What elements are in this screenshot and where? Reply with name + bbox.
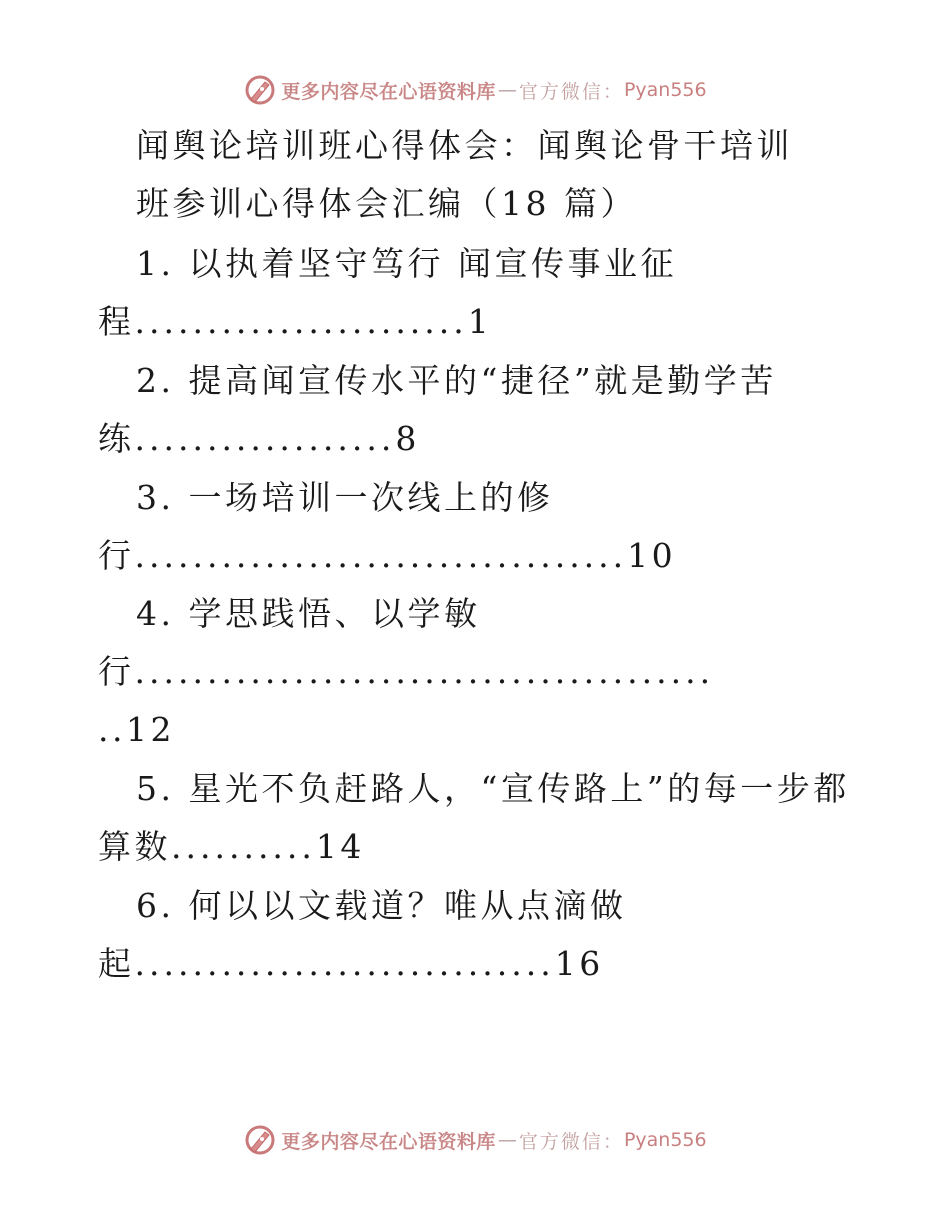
watermark-separator: —: [497, 79, 517, 101]
watermark-main-text: 更多内容尽在心语资料库: [281, 80, 496, 103]
toc-entry-3-page: 10: [627, 536, 677, 575]
toc-entry-2-title: 2. 提高闻宣传水平的“捷径”就是勤学苦: [136, 361, 777, 400]
watermark-main-text: 更多内容尽在心语资料库: [281, 1130, 496, 1153]
toc-entry-1-title: 1. 以执着坚守笃行 闻宣传事业征: [136, 244, 677, 283]
watermark-wechat-label: 官方微信：: [518, 80, 624, 103]
toc-entry-6-title: 6. 何以以文载道？唯从点滴做: [136, 886, 627, 925]
toc-entry-6-leader: [98, 944, 604, 984]
footer-watermark: [0, 1122, 950, 1158]
toc-entry-6-page: 16: [554, 944, 604, 983]
pen-logo-icon: [243, 1123, 277, 1157]
toc-entry-4-title: 4. 学思践悟、以学敏: [136, 594, 481, 633]
toc-entry-2-page: 8: [395, 419, 420, 458]
document-title-line-2: 班参训心得体会汇编（18 篇）: [136, 184, 637, 223]
pen-logo-icon: [243, 73, 277, 107]
toc-entry-3-dots: ..................................: [134, 536, 628, 575]
toc-entry-4-dots: ........................................: [134, 652, 715, 691]
toc-entry-4-leader: [98, 652, 714, 692]
toc-entry-5-leader: [98, 827, 365, 867]
toc-entry-1-title-end: 程: [98, 302, 135, 341]
toc-entry-3-leader: [98, 536, 676, 576]
watermark-wechat-label: 官方微信：: [518, 1130, 624, 1153]
toc-entry-5-title-end: 算数: [98, 827, 171, 866]
toc-entry-1-leader: [98, 302, 492, 342]
toc-entry-5-title: 5. 星光不负赶路人，“宣传路上”的每一步都: [136, 769, 850, 808]
watermark-wechat-id: Pyan556: [623, 1129, 707, 1151]
header-watermark: [0, 72, 950, 108]
toc-entry-5-dots: ..........: [171, 827, 316, 866]
watermark-wechat-id: Pyan556: [623, 79, 707, 101]
document-title-line-1: 闻舆论培训班心得体会：闻舆论骨干培训: [136, 126, 793, 165]
toc-entry-4-title-end: 行: [98, 652, 135, 691]
toc-entry-1-dots: .......................: [134, 302, 468, 341]
toc-entry-6-dots: .............................: [134, 944, 555, 983]
toc-entry-2-leader: [98, 419, 420, 459]
watermark-separator: —: [497, 1129, 517, 1151]
toc-entry-3-title-end: 行: [98, 536, 135, 575]
toc-entry-2-dots: ..................: [134, 419, 396, 458]
toc-entry-4-page-line: ..12: [98, 710, 175, 749]
toc-entry-1-page: 1: [467, 302, 493, 341]
toc-entry-3-title: 3. 一场培训一次线上的修: [136, 478, 554, 517]
toc-entry-5-page: 14: [315, 827, 365, 866]
toc-entry-6-title-end: 起: [98, 944, 135, 983]
toc-entry-2-title-end: 练: [98, 419, 135, 458]
